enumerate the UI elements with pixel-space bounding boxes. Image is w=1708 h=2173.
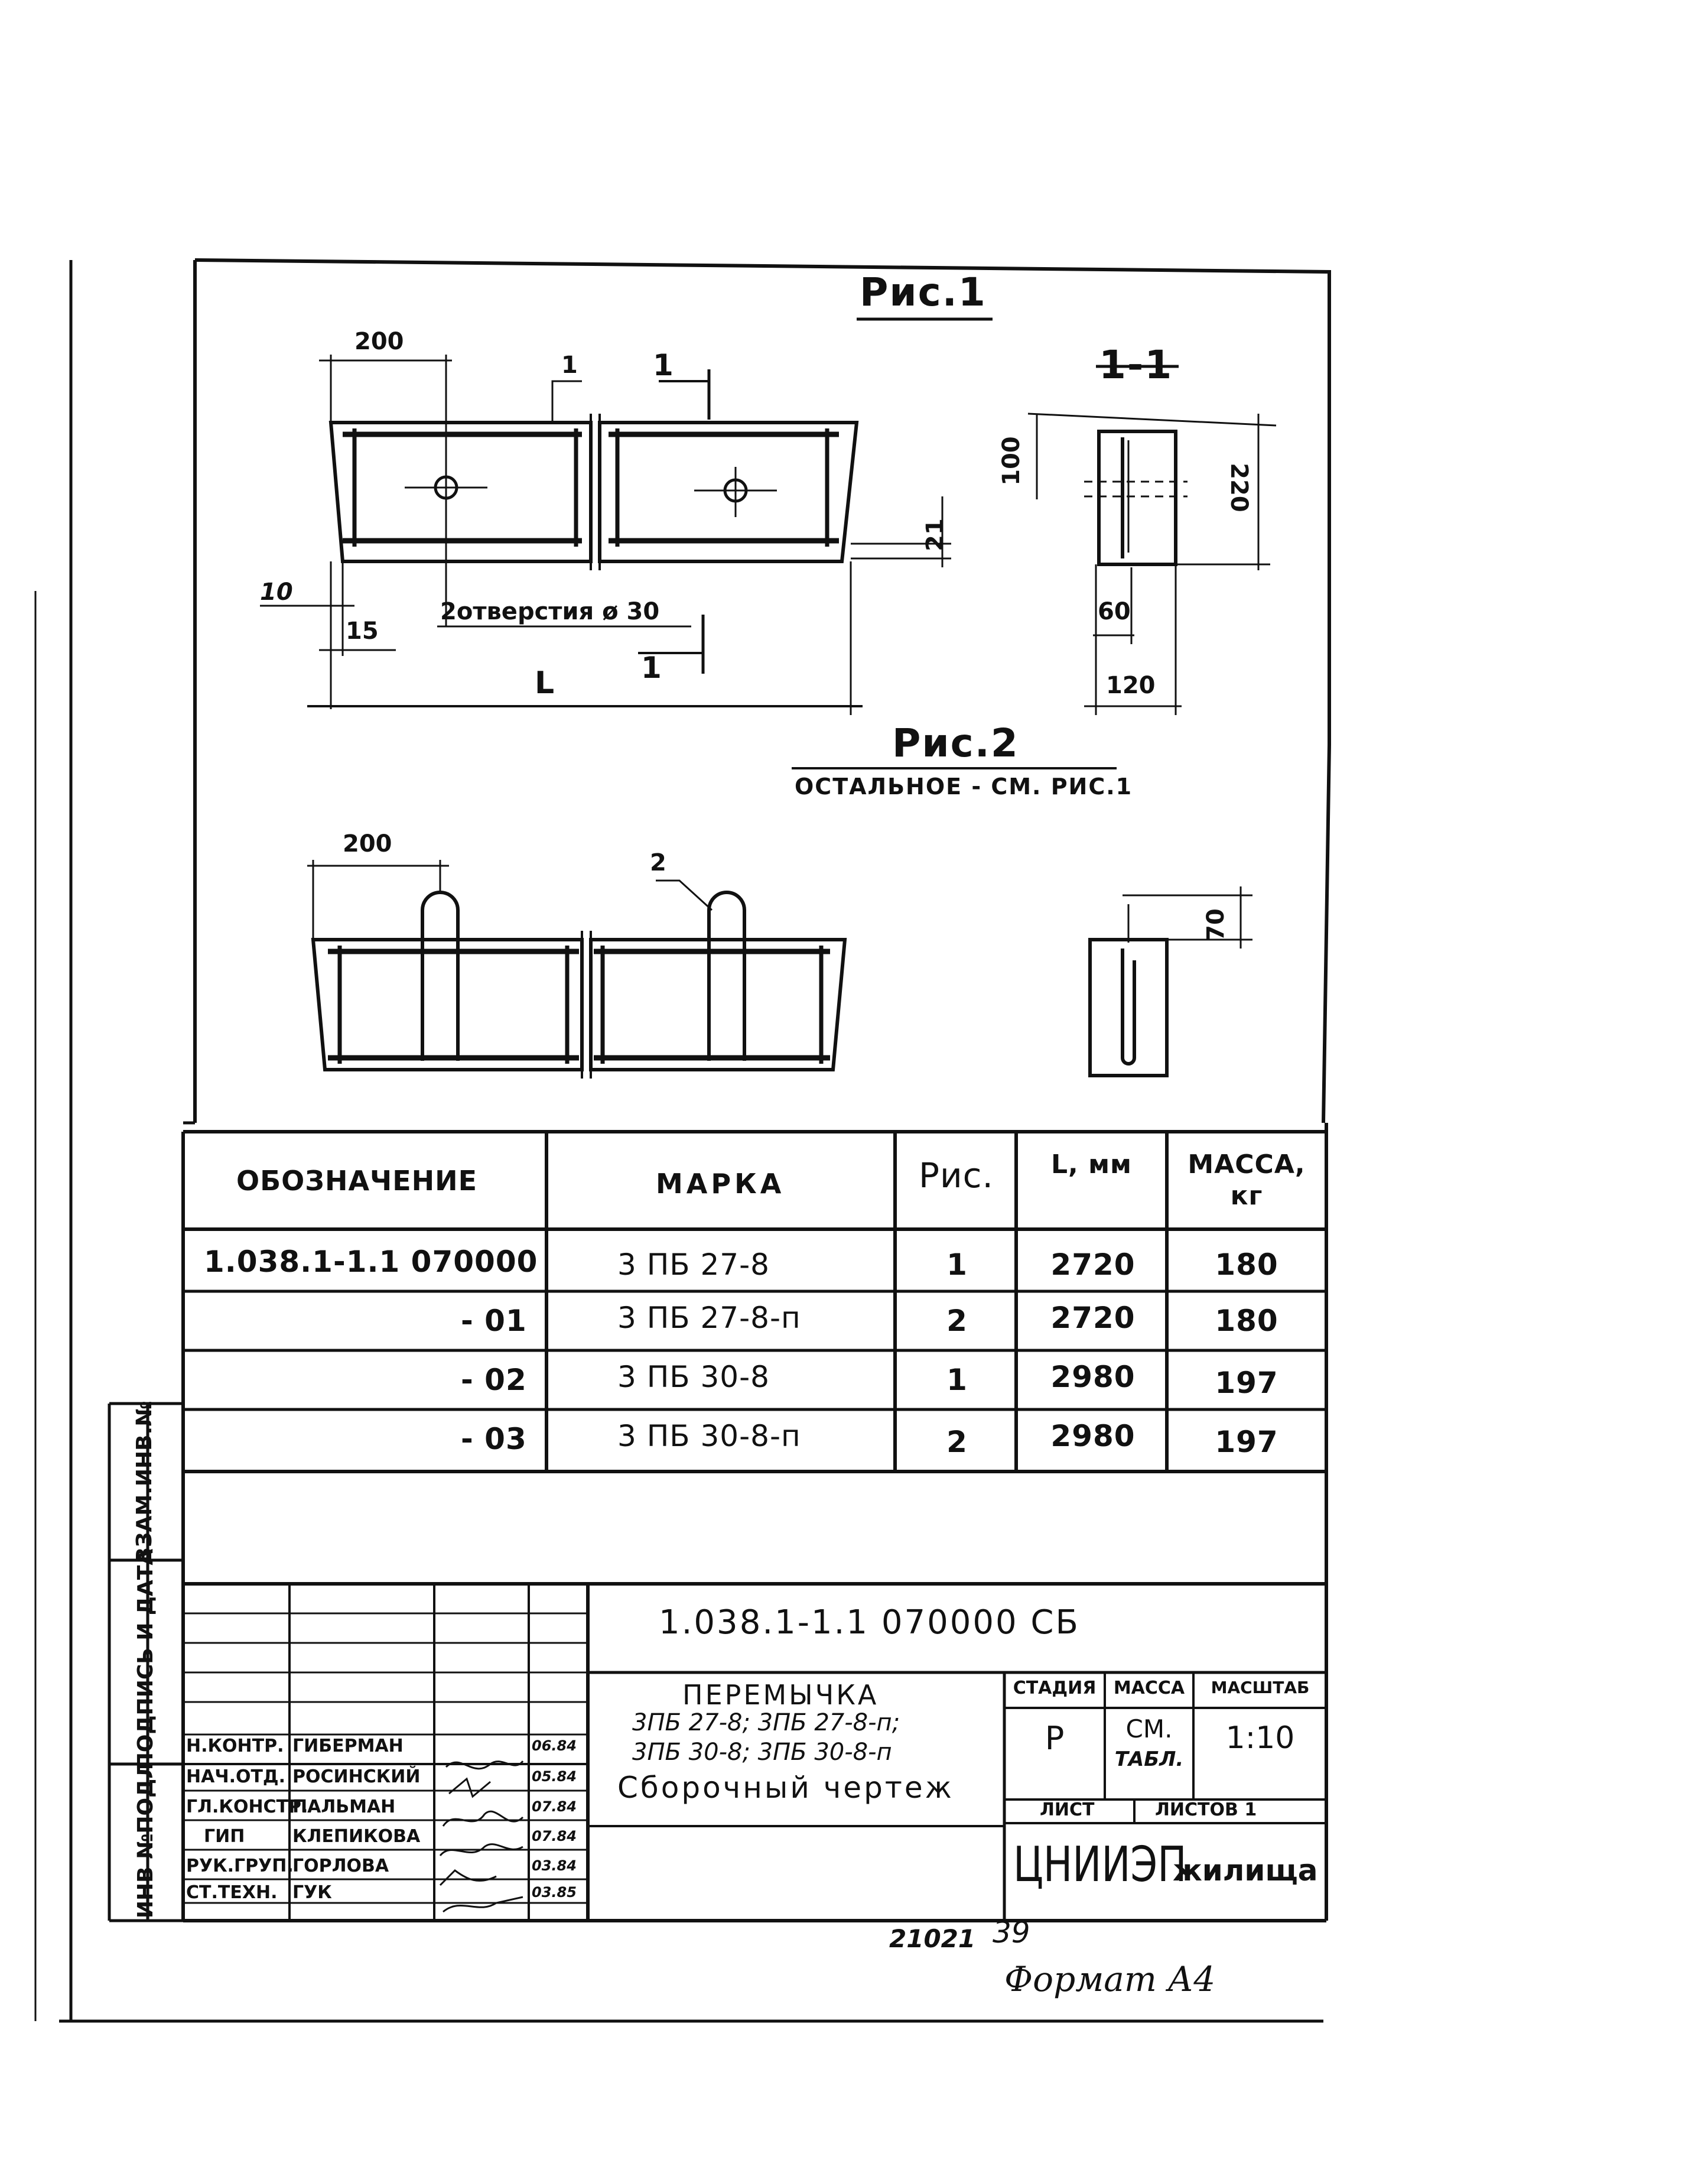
signer-date: 06.84 [532, 1737, 577, 1754]
table-row-length: 2720 [1050, 1248, 1136, 1282]
table-row-designation: - 01 [461, 1304, 527, 1338]
scale-header: МАСШТАБ [1211, 1678, 1310, 1697]
stage-value: Р [1045, 1720, 1065, 1757]
table-row-length: 2980 [1050, 1419, 1136, 1453]
section-dim-60: 60 [1098, 598, 1131, 625]
fig2-dim-70: 70 [1202, 908, 1229, 941]
table-row-mass: 197 [1215, 1425, 1278, 1459]
fig1-dim-21: 21 [921, 518, 949, 551]
stamp-substitute-inv: ВЗАМ.ИНВ.№ [132, 1401, 157, 1564]
col-header-length: L, мм [1051, 1149, 1132, 1180]
table-row-mark: 3 ПБ 27-8-п [617, 1301, 801, 1335]
signer-name: ПАЛЬМАН [292, 1797, 396, 1817]
signer-date: 07.84 [532, 1828, 577, 1844]
fig2-title: Рис.2 [892, 720, 1019, 766]
stamp-original-inv: ИНВ №ПОДЛ [134, 1761, 158, 1919]
table-row-designation: - 03 [461, 1422, 527, 1456]
table-row-fig: 2 [946, 1304, 968, 1338]
signer-role: Н.КОНТР. [186, 1736, 284, 1756]
fig1-dim-L: L [535, 665, 555, 701]
product-name: ПЕРЕМЫЧКА [682, 1679, 879, 1711]
fig2-leader-2: 2 [650, 849, 666, 876]
marks-line-1: 3ПБ 27-8; 3ПБ 27-8-п; [632, 1709, 900, 1736]
mass-value-line-1: СМ. [1125, 1714, 1173, 1743]
drawing-type: Сборочный чертеж [617, 1771, 954, 1805]
signer-name: ГИБЕРМАН [292, 1736, 404, 1756]
mass-header: МАССА [1113, 1678, 1185, 1698]
organization-sub: жилища [1173, 1853, 1318, 1888]
signer-role: РУК.ГРУП. [186, 1856, 294, 1876]
table-row-length: 2980 [1050, 1360, 1136, 1394]
fig1-cut-mark-bottom: 1 [641, 651, 662, 685]
signer-name: ГОРЛОВА [292, 1856, 389, 1876]
stamp-signature-date: ПОДПИСЬ И ДАТА [134, 1548, 158, 1771]
table-row-length: 2720 [1050, 1301, 1136, 1335]
fig1-dim-10: 10 [260, 579, 293, 606]
table-row-mass: 180 [1215, 1248, 1278, 1282]
col-header-mark: МАРКА [656, 1168, 785, 1200]
section-1-1-label: 1-1 [1099, 342, 1173, 388]
table-row-designation: - 02 [461, 1363, 527, 1397]
col-header-fig: Рис. [919, 1155, 994, 1196]
fig2-front-view [307, 860, 1252, 1079]
table-row-mass: 180 [1215, 1304, 1278, 1338]
table-row-mark: 3 ПБ 27-8 [617, 1248, 770, 1282]
fig2-subtitle: ОСТАЛЬНОЕ - СМ. РИС.1 [795, 774, 1133, 800]
table-row-designation: 1.038.1-1.1 070000 [204, 1245, 538, 1279]
signer-date: 03.85 [532, 1884, 577, 1901]
page-number: 39 [993, 1915, 1030, 1950]
fig1-leader-1: 1 [561, 352, 578, 379]
section-1-1 [1028, 366, 1276, 715]
section-dim-220: 220 [1225, 463, 1252, 512]
doc-number: 1.038.1-1.1 070000 СБ [659, 1603, 1080, 1642]
section-dim-120: 120 [1106, 672, 1156, 699]
fig1-front-view [260, 352, 951, 715]
signer-date: 07.84 [532, 1798, 577, 1815]
section-dim-100: 100 [997, 436, 1025, 486]
col-header-mass: МАССА, кг [1188, 1149, 1306, 1211]
table-row-mark: 3 ПБ 30-8 [617, 1360, 770, 1394]
archive-number: 21021 [889, 1924, 976, 1953]
col-header-designation: ОБОЗНАЧЕНИЕ [236, 1165, 478, 1197]
signer-role: СТ.ТЕХН. [186, 1882, 278, 1903]
fig1-cut-mark-top: 1 [653, 348, 674, 382]
signer-date: 03.84 [532, 1857, 577, 1874]
signer-name: ГУК [292, 1882, 332, 1903]
signer-name: РОСИНСКИЙ [292, 1766, 421, 1787]
signer-date: 05.84 [532, 1768, 577, 1785]
fig1-title: Рис.1 [860, 269, 987, 315]
sheets-label: ЛИСТОВ 1 [1155, 1800, 1257, 1820]
signer-role: НАЧ.ОТД. [186, 1766, 286, 1787]
mass-value-line-2: ТАБЛ. [1114, 1748, 1184, 1771]
fig2-dim-200: 200 [343, 830, 392, 857]
format-label: Формат А4 [1004, 1959, 1216, 1999]
fig1-dim-15: 15 [346, 618, 379, 645]
signature-scribbles [440, 1761, 523, 1912]
fig1-dim-200: 200 [354, 328, 404, 355]
signer-role: ГИП [204, 1826, 245, 1847]
stage-header: СТАДИЯ [1013, 1678, 1097, 1698]
table-row-mass: 197 [1215, 1366, 1278, 1400]
table-row-fig: 1 [946, 1363, 968, 1397]
sheet-label: ЛИСТ [1040, 1800, 1095, 1820]
fig1-holes-note: 2отверстия ø 30 [440, 598, 660, 625]
table-row-fig: 2 [946, 1425, 968, 1459]
table-row-mark: 3 ПБ 30-8-п [617, 1419, 801, 1453]
signer-name: КЛЕПИКОВА [292, 1826, 421, 1847]
signer-role: ГЛ.КОНСТР. [186, 1797, 308, 1817]
table-row-fig: 1 [946, 1248, 968, 1282]
scale-value: 1:10 [1225, 1720, 1295, 1756]
organization-main: ЦНИИЭП [1013, 1837, 1187, 1893]
marks-line-2: 3ПБ 30-8; 3ПБ 30-8-п [632, 1739, 892, 1766]
